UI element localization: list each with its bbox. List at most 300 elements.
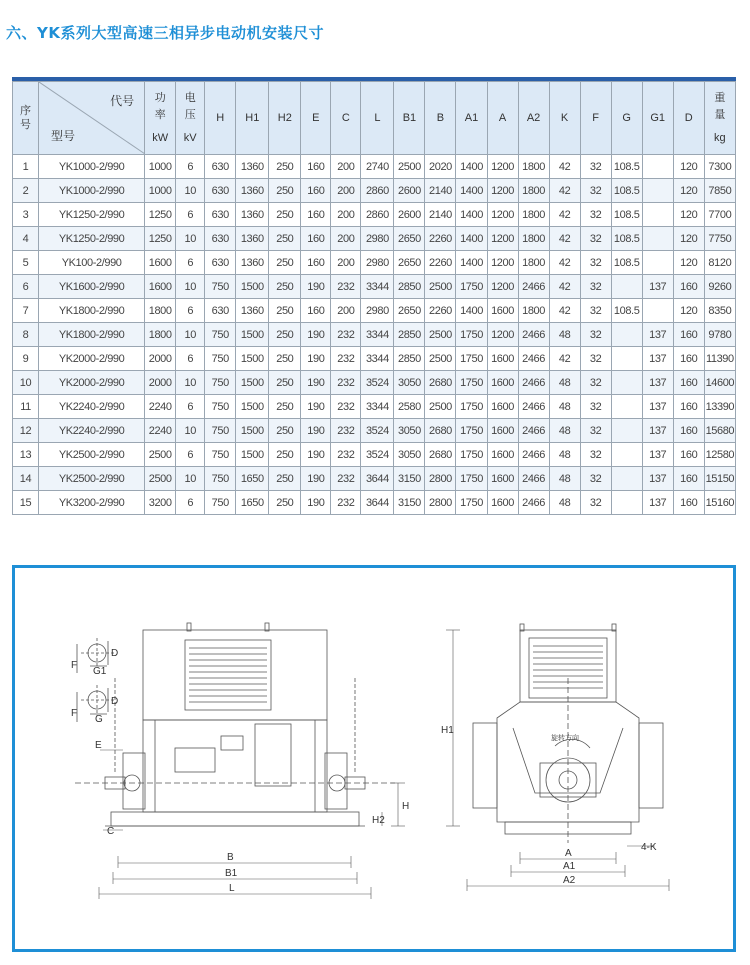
header-dim-col: G1 xyxy=(642,82,673,155)
row-seq-cell: 9 xyxy=(13,347,39,371)
row-value-cell: 630 xyxy=(205,299,236,323)
row-value-cell: 1400 xyxy=(456,299,487,323)
row-value-cell: 750 xyxy=(205,491,236,515)
row-value-cell: 2850 xyxy=(394,323,425,347)
row-value-cell: 1650 xyxy=(236,491,269,515)
row-value-cell: 1800 xyxy=(518,227,549,251)
row-value-cell: 750 xyxy=(205,371,236,395)
row-value-cell: 250 xyxy=(269,251,301,275)
row-value-cell: 137 xyxy=(642,419,673,443)
row-value-cell: 2466 xyxy=(518,443,549,467)
table-row xyxy=(13,323,736,347)
label-F-1: F xyxy=(71,660,78,671)
row-value-cell: 1400 xyxy=(456,155,487,179)
row-value-cell: 160 xyxy=(301,203,331,227)
row-value-cell: 1750 xyxy=(456,323,487,347)
row-value-cell: 32 xyxy=(580,299,611,323)
row-value-cell: 3200 xyxy=(145,491,176,515)
row-value-cell: 32 xyxy=(580,443,611,467)
row-value-cell: 42 xyxy=(549,299,580,323)
row-value-cell: 2500 xyxy=(145,467,176,491)
row-value-cell: 232 xyxy=(331,467,361,491)
row-value-cell: 160 xyxy=(673,275,704,299)
row-value-cell: 2680 xyxy=(425,419,456,443)
header-dim-col: A xyxy=(487,82,518,155)
row-value-cell: 2466 xyxy=(518,371,549,395)
row-value-cell: 2466 xyxy=(518,323,549,347)
table-row xyxy=(13,395,736,419)
row-value-cell: 1600 xyxy=(487,491,518,515)
row-value-cell: 2466 xyxy=(518,419,549,443)
row-value-cell: 160 xyxy=(673,371,704,395)
row-value-cell: 1750 xyxy=(456,467,487,491)
row-value-cell: 6 xyxy=(176,491,205,515)
row-value-cell xyxy=(642,179,673,203)
row-value-cell: 750 xyxy=(205,347,236,371)
row-value-cell: 1500 xyxy=(236,371,269,395)
header-power: 功率 kW xyxy=(145,82,176,155)
row-value-cell: 2500 xyxy=(145,443,176,467)
row-value-cell xyxy=(611,275,642,299)
row-value-cell: 750 xyxy=(205,443,236,467)
row-value-cell: 2000 xyxy=(145,347,176,371)
row-seq-cell: 11 xyxy=(13,395,39,419)
row-value-cell: 2466 xyxy=(518,491,549,515)
row-value-cell: 137 xyxy=(642,323,673,347)
row-value-cell: 3344 xyxy=(361,323,394,347)
row-value-cell: 32 xyxy=(580,347,611,371)
row-model-cell: YK2240-2/990 xyxy=(39,395,145,419)
row-value-cell: 2600 xyxy=(394,203,425,227)
header-weight: 重量 kg xyxy=(704,82,735,155)
row-value-cell: 42 xyxy=(549,155,580,179)
row-value-cell: 2500 xyxy=(425,323,456,347)
row-value-cell: 6 xyxy=(176,155,205,179)
row-value-cell: 630 xyxy=(205,203,236,227)
row-value-cell: 2240 xyxy=(145,419,176,443)
row-value-cell: 1750 xyxy=(456,443,487,467)
side-view xyxy=(473,624,663,843)
header-dim-col: H1 xyxy=(236,82,269,155)
row-value-cell: 137 xyxy=(642,347,673,371)
row-value-cell: 1600 xyxy=(487,299,518,323)
row-value-cell: 3050 xyxy=(394,443,425,467)
row-value-cell: 250 xyxy=(269,179,301,203)
row-value-cell: 1750 xyxy=(456,491,487,515)
row-value-cell: 2466 xyxy=(518,395,549,419)
row-value-cell: 2466 xyxy=(518,467,549,491)
row-value-cell: 32 xyxy=(580,371,611,395)
row-value-cell: 1500 xyxy=(236,419,269,443)
row-value-cell: 2260 xyxy=(425,251,456,275)
row-value-cell: 232 xyxy=(331,371,361,395)
header-code-model xyxy=(39,82,145,155)
row-value-cell: 630 xyxy=(205,179,236,203)
row-value-cell: 1600 xyxy=(145,275,176,299)
label-B: B xyxy=(227,852,234,863)
row-value-cell: 1500 xyxy=(236,347,269,371)
page-title: 六、YK系列大型高速三相异步电动机安装尺寸 xyxy=(6,24,324,42)
row-value-cell: 190 xyxy=(301,491,331,515)
row-value-cell: 120 xyxy=(673,203,704,227)
row-value-cell: 1400 xyxy=(456,227,487,251)
table-row xyxy=(13,443,736,467)
row-value-cell: 1500 xyxy=(236,323,269,347)
drawing-frame xyxy=(12,565,736,952)
row-value-cell: 1800 xyxy=(145,299,176,323)
row-value-cell: 2240 xyxy=(145,395,176,419)
row-value-cell: 42 xyxy=(549,227,580,251)
label-A2: A2 xyxy=(563,875,576,886)
row-value-cell: 190 xyxy=(301,467,331,491)
row-value-cell: 13390 xyxy=(704,395,735,419)
row-value-cell: 750 xyxy=(205,419,236,443)
row-value-cell: 2260 xyxy=(425,299,456,323)
header-dim-col: C xyxy=(331,82,361,155)
header-dim-col: D xyxy=(673,82,704,155)
row-value-cell xyxy=(611,395,642,419)
row-value-cell: 137 xyxy=(642,491,673,515)
row-value-cell: 32 xyxy=(580,395,611,419)
row-model-cell: YK100-2/990 xyxy=(39,251,145,275)
row-value-cell: 1250 xyxy=(145,227,176,251)
row-value-cell: 32 xyxy=(580,323,611,347)
table-row xyxy=(13,467,736,491)
row-value-cell: 108.5 xyxy=(611,203,642,227)
row-value-cell xyxy=(642,251,673,275)
row-value-cell: 190 xyxy=(301,395,331,419)
row-value-cell: 1500 xyxy=(236,443,269,467)
row-value-cell: 10 xyxy=(176,323,205,347)
row-seq-cell: 1 xyxy=(13,155,39,179)
table-row xyxy=(13,299,736,323)
row-value-cell: 3524 xyxy=(361,419,394,443)
row-model-cell: YK3200-2/990 xyxy=(39,491,145,515)
label-B1: B1 xyxy=(225,868,238,879)
header-dim-col: A1 xyxy=(456,82,487,155)
row-value-cell: 232 xyxy=(331,419,361,443)
row-value-cell: 15160 xyxy=(704,491,735,515)
row-value-cell: 137 xyxy=(642,371,673,395)
header-voltage: 电压 kV xyxy=(176,82,205,155)
row-value-cell: 1360 xyxy=(236,251,269,275)
row-value-cell: 3050 xyxy=(394,419,425,443)
row-value-cell: 2500 xyxy=(425,347,456,371)
row-value-cell: 108.5 xyxy=(611,155,642,179)
row-value-cell: 1000 xyxy=(145,179,176,203)
row-value-cell: 120 xyxy=(673,155,704,179)
row-value-cell: 1600 xyxy=(145,251,176,275)
label-4-K: 4-K xyxy=(641,842,657,853)
row-value-cell: 190 xyxy=(301,371,331,395)
row-value-cell: 12580 xyxy=(704,443,735,467)
front-view xyxy=(75,623,395,826)
row-value-cell: 1750 xyxy=(456,395,487,419)
header-weight-unit: kg xyxy=(714,131,726,144)
row-value-cell: 232 xyxy=(331,347,361,371)
row-value-cell: 750 xyxy=(205,467,236,491)
row-seq-cell: 15 xyxy=(13,491,39,515)
row-value-cell: 750 xyxy=(205,395,236,419)
row-value-cell: 48 xyxy=(549,371,580,395)
row-value-cell: 32 xyxy=(580,467,611,491)
header-code: 代号 xyxy=(110,94,135,108)
row-model-cell: YK1600-2/990 xyxy=(39,275,145,299)
row-value-cell: 48 xyxy=(549,491,580,515)
row-value-cell: 42 xyxy=(549,347,580,371)
row-value-cell: 42 xyxy=(549,179,580,203)
row-value-cell: 7750 xyxy=(704,227,735,251)
row-model-cell: YK1250-2/990 xyxy=(39,227,145,251)
row-value-cell: 3644 xyxy=(361,467,394,491)
row-value-cell: 2980 xyxy=(361,299,394,323)
row-value-cell: 15680 xyxy=(704,419,735,443)
row-value-cell: 3524 xyxy=(361,371,394,395)
row-value-cell: 1360 xyxy=(236,155,269,179)
row-value-cell: 32 xyxy=(580,203,611,227)
row-value-cell: 2000 xyxy=(145,371,176,395)
row-value-cell: 6 xyxy=(176,251,205,275)
row-value-cell: 250 xyxy=(269,155,301,179)
header-dim-col: H2 xyxy=(269,82,301,155)
label-H1: H1 xyxy=(441,725,454,736)
label-A1: A1 xyxy=(563,861,576,872)
row-value-cell: 2860 xyxy=(361,203,394,227)
row-value-cell: 7850 xyxy=(704,179,735,203)
row-value-cell: 1800 xyxy=(145,323,176,347)
row-value-cell xyxy=(611,371,642,395)
label-A: A xyxy=(565,848,572,859)
row-value-cell xyxy=(642,299,673,323)
row-value-cell: 232 xyxy=(331,491,361,515)
label-rotation: 旋转方向 xyxy=(551,735,579,742)
row-value-cell: 2140 xyxy=(425,203,456,227)
row-value-cell: 630 xyxy=(205,155,236,179)
row-value-cell: 1000 xyxy=(145,155,176,179)
row-value-cell: 108.5 xyxy=(611,251,642,275)
row-value-cell: 1750 xyxy=(456,347,487,371)
label-C: C xyxy=(107,826,115,837)
installation-drawing xyxy=(15,568,733,949)
row-model-cell: YK2240-2/990 xyxy=(39,419,145,443)
row-model-cell: YK2000-2/990 xyxy=(39,347,145,371)
row-value-cell: 3344 xyxy=(361,347,394,371)
table-row xyxy=(13,155,736,179)
row-value-cell: 630 xyxy=(205,227,236,251)
header-dim-col: A2 xyxy=(518,82,549,155)
row-value-cell xyxy=(642,155,673,179)
row-value-cell: 1200 xyxy=(487,203,518,227)
row-value-cell: 750 xyxy=(205,323,236,347)
row-value-cell: 3344 xyxy=(361,395,394,419)
row-value-cell: 1250 xyxy=(145,203,176,227)
row-value-cell: 48 xyxy=(549,395,580,419)
row-value-cell: 1600 xyxy=(487,467,518,491)
row-value-cell: 160 xyxy=(301,251,331,275)
row-value-cell: 190 xyxy=(301,419,331,443)
row-seq-cell: 12 xyxy=(13,419,39,443)
header-power-unit: kW xyxy=(152,131,169,144)
row-value-cell: 8350 xyxy=(704,299,735,323)
row-value-cell: 6 xyxy=(176,203,205,227)
table-header-row xyxy=(13,82,736,155)
row-value-cell: 9780 xyxy=(704,323,735,347)
row-value-cell: 1360 xyxy=(236,179,269,203)
row-value-cell: 1600 xyxy=(487,371,518,395)
row-value-cell: 232 xyxy=(331,323,361,347)
row-seq-cell: 3 xyxy=(13,203,39,227)
row-value-cell: 2466 xyxy=(518,347,549,371)
row-seq-cell: 6 xyxy=(13,275,39,299)
row-model-cell: YK2500-2/990 xyxy=(39,467,145,491)
row-value-cell: 1800 xyxy=(518,251,549,275)
row-value-cell: 42 xyxy=(549,251,580,275)
row-value-cell: 2260 xyxy=(425,227,456,251)
row-value-cell: 7300 xyxy=(704,155,735,179)
row-value-cell: 32 xyxy=(580,155,611,179)
row-value-cell: 32 xyxy=(580,227,611,251)
row-value-cell: 3150 xyxy=(394,491,425,515)
row-value-cell: 6 xyxy=(176,347,205,371)
row-value-cell: 160 xyxy=(673,323,704,347)
row-value-cell: 1600 xyxy=(487,443,518,467)
row-value-cell: 6 xyxy=(176,395,205,419)
row-seq-cell: 10 xyxy=(13,371,39,395)
row-value-cell xyxy=(611,323,642,347)
row-value-cell: 108.5 xyxy=(611,179,642,203)
header-dim-col: K xyxy=(549,82,580,155)
row-value-cell: 1200 xyxy=(487,179,518,203)
row-model-cell: YK1250-2/990 xyxy=(39,203,145,227)
row-value-cell: 42 xyxy=(549,203,580,227)
row-value-cell: 160 xyxy=(301,179,331,203)
label-F-2: F xyxy=(71,708,78,719)
header-dim-col: F xyxy=(580,82,611,155)
row-value-cell: 6 xyxy=(176,443,205,467)
label-L: L xyxy=(229,883,235,894)
row-value-cell: 7700 xyxy=(704,203,735,227)
row-value-cell: 10 xyxy=(176,227,205,251)
row-model-cell: YK1000-2/990 xyxy=(39,179,145,203)
row-value-cell: 48 xyxy=(549,443,580,467)
row-value-cell: 9260 xyxy=(704,275,735,299)
label-E: E xyxy=(95,740,102,751)
table-row xyxy=(13,491,736,515)
row-model-cell: YK1800-2/990 xyxy=(39,323,145,347)
row-value-cell: 2850 xyxy=(394,275,425,299)
row-value-cell: 160 xyxy=(301,227,331,251)
row-value-cell: 2500 xyxy=(394,155,425,179)
row-value-cell: 8120 xyxy=(704,251,735,275)
row-value-cell: 1500 xyxy=(236,275,269,299)
row-value-cell: 2600 xyxy=(394,179,425,203)
label-D-1: D xyxy=(111,648,119,659)
row-value-cell: 190 xyxy=(301,323,331,347)
row-value-cell: 2800 xyxy=(425,491,456,515)
row-value-cell: 2980 xyxy=(361,227,394,251)
row-value-cell: 200 xyxy=(331,179,361,203)
row-value-cell: 200 xyxy=(331,203,361,227)
row-value-cell: 250 xyxy=(269,443,301,467)
row-value-cell: 11390 xyxy=(704,347,735,371)
header-voltage-unit: kV xyxy=(183,131,197,144)
row-value-cell: 2500 xyxy=(425,275,456,299)
row-value-cell: 32 xyxy=(580,179,611,203)
row-value-cell: 250 xyxy=(269,299,301,323)
row-value-cell: 10 xyxy=(176,467,205,491)
row-value-cell: 1360 xyxy=(236,299,269,323)
row-value-cell: 137 xyxy=(642,275,673,299)
table-row xyxy=(13,371,736,395)
row-value-cell: 160 xyxy=(673,491,704,515)
row-value-cell: 2800 xyxy=(425,467,456,491)
row-value-cell: 750 xyxy=(205,275,236,299)
table-row xyxy=(13,419,736,443)
row-value-cell xyxy=(611,419,642,443)
row-value-cell: 2980 xyxy=(361,251,394,275)
header-dim-col: B1 xyxy=(394,82,425,155)
label-H2: H2 xyxy=(372,815,385,826)
row-value-cell: 137 xyxy=(642,467,673,491)
label-H: H xyxy=(402,801,410,812)
row-model-cell: YK1800-2/990 xyxy=(39,299,145,323)
row-value-cell: 48 xyxy=(549,323,580,347)
row-value-cell: 232 xyxy=(331,395,361,419)
row-value-cell: 1800 xyxy=(518,179,549,203)
row-value-cell: 190 xyxy=(301,443,331,467)
row-model-cell: YK2000-2/990 xyxy=(39,371,145,395)
row-value-cell xyxy=(642,203,673,227)
row-value-cell: 160 xyxy=(673,443,704,467)
row-value-cell xyxy=(611,467,642,491)
table-body xyxy=(13,155,736,515)
row-value-cell: 2650 xyxy=(394,227,425,251)
label-D-2: D xyxy=(111,696,119,707)
row-value-cell: 2680 xyxy=(425,443,456,467)
table-row xyxy=(13,251,736,275)
row-value-cell: 250 xyxy=(269,323,301,347)
row-value-cell: 2650 xyxy=(394,251,425,275)
row-value-cell: 250 xyxy=(269,227,301,251)
header-dim-col: E xyxy=(301,82,331,155)
header-dim-col: H xyxy=(205,82,236,155)
row-value-cell xyxy=(611,491,642,515)
row-seq-cell: 8 xyxy=(13,323,39,347)
row-value-cell: 190 xyxy=(301,275,331,299)
header-dim-col: B xyxy=(425,82,456,155)
row-model-cell: YK1000-2/990 xyxy=(39,155,145,179)
row-value-cell: 250 xyxy=(269,491,301,515)
row-value-cell: 108.5 xyxy=(611,227,642,251)
header-seq: 序号 xyxy=(13,82,39,155)
row-value-cell: 200 xyxy=(331,299,361,323)
row-value-cell: 10 xyxy=(176,419,205,443)
row-value-cell xyxy=(611,347,642,371)
table-row xyxy=(13,227,736,251)
row-value-cell: 2740 xyxy=(361,155,394,179)
row-value-cell: 2850 xyxy=(394,347,425,371)
row-seq-cell: 13 xyxy=(13,443,39,467)
table-row xyxy=(13,275,736,299)
row-value-cell: 2580 xyxy=(394,395,425,419)
row-value-cell: 250 xyxy=(269,467,301,491)
row-seq-cell: 4 xyxy=(13,227,39,251)
row-value-cell: 1600 xyxy=(487,347,518,371)
row-value-cell: 1750 xyxy=(456,275,487,299)
row-value-cell: 2650 xyxy=(394,299,425,323)
row-value-cell: 250 xyxy=(269,395,301,419)
row-value-cell xyxy=(611,443,642,467)
